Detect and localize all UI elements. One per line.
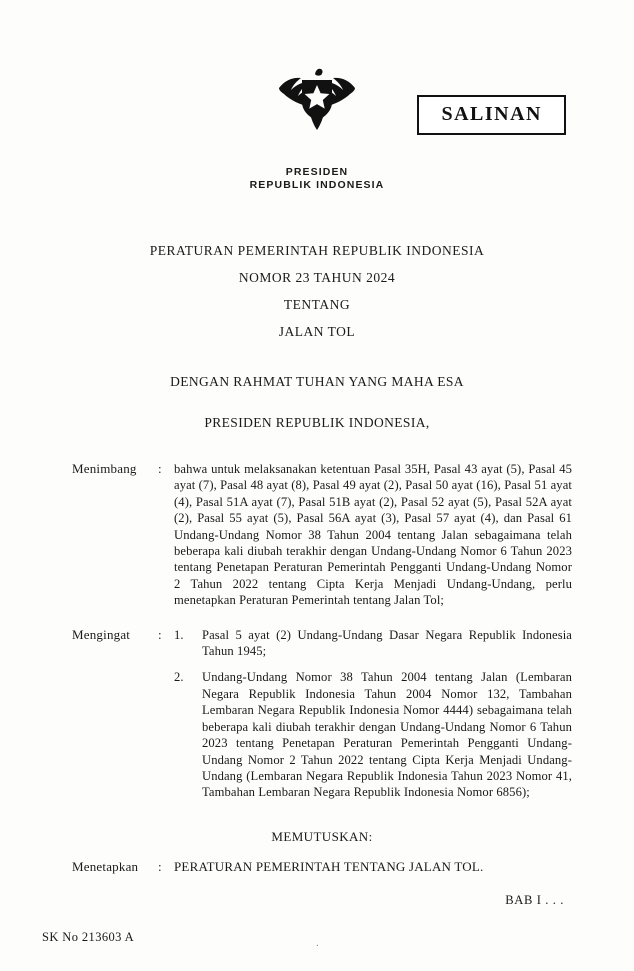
title-line-tentang: TENTANG <box>283 297 351 312</box>
remembering-list-container <box>174 627 572 811</box>
considering-text: bahwa untuk melaksanakan ketentuan Pasal 35H, Pasal 43 ayat (5), Pasal 45 ayat (7), Pasal 48 ayat (8), Pasal 49 ayat (2), Pasal 50 ayat (16), Pasal 51 ayat (4), Pasal 51A ayat (7), Pasal 51B ayat (2), Pasal 52 ayat (5), Pasal 52A ayat (2), Pasal 55 ayat (5), Pasal 56A ayat (3), Pasal 57 ayat (4), dan Pasal 61 Undang-Undang Nomor 38 Tahun 2004 tentang Jalan sebagaimana telah beberapa kali diubah terakhir dengan Undang-Undang Nomor 6 Tahun 2023 tentang Penetapan Peraturan Pemerintah Pengganti Undang-Undang Nomor 2 Tahun 2022 tentang Cipta Kerja Menjadi Undang-Undang, perlu menetapkan Peraturan Pemerintah tentang Jalan Tol; <box>174 462 572 608</box>
page-title <box>0 238 634 344</box>
establishing-colon: : <box>158 858 162 874</box>
salinan-stamp: SALINAN <box>417 95 566 135</box>
remembering-colon: : <box>158 626 162 642</box>
considering-colon: : <box>158 461 162 476</box>
next-section-marker: BAB I . . . <box>505 893 564 908</box>
list-item-number: 1. <box>174 627 184 642</box>
list-item <box>174 669 572 800</box>
considering-clause <box>72 461 572 609</box>
clauses-section <box>0 461 634 875</box>
decides-heading: MEMUTUSKAN: <box>271 828 373 844</box>
remembering-clause <box>72 627 572 811</box>
title-line-number: NOMOR 23 TAHUN 2024 <box>238 270 396 285</box>
remembering-list <box>174 627 572 801</box>
remembering-label: Mengingat <box>72 626 131 642</box>
institution-line-2: REPUBLIK INDONESIA <box>249 179 385 191</box>
considering-label: Menimbang <box>72 461 137 476</box>
title-line-regulation: PERATURAN PEMERINTAH REPUBLIK INDONESIA <box>149 243 485 258</box>
list-item <box>174 627 572 660</box>
list-item-text: Pasal 5 ayat (2) Undang-Undang Dasar Negara Republik Indonesia Tahun 1945; <box>202 627 572 659</box>
list-item-text: Undang-Undang Nomor 38 Tahun 2004 tentang Jalan (Lembaran Negara Republik Indonesia Tahun 2004 Nomor 132, Tambahan Lembaran Negara Republik Indonesia Nomor 4444) sebagaimana telah beberapa kali diubah terakhir dengan Undang-Undang Nomor 6 Tahun 2023 tentang Penetapan Peraturan Pemerintah Pengganti Undang-Undang Nomor 2 Tahun 2022 tentang Cipta Kerja Menjadi Undang-Undang (Lembaran Negara Republik Indonesia Tahun 2023 Nomor 41, Tambahan Lembaran Negara Republik Indonesia Nomor 6856); <box>202 670 572 800</box>
garuda-pancasila-emblem <box>271 58 363 136</box>
footer-document-code: SK No 213603 A <box>42 930 135 944</box>
list-item-number: 2. <box>174 670 184 685</box>
invocation-text: DENGAN RAHMAT TUHAN YANG MAHA ESA <box>170 374 464 389</box>
footer-mark: . <box>316 937 319 949</box>
establishing-label: Menetapkan <box>72 858 139 874</box>
institution-line-1: PRESIDEN <box>285 166 349 178</box>
establishing-text: PERATURAN PEMERINTAH TENTANG JALAN TOL. <box>174 858 484 874</box>
institution-heading <box>0 166 634 192</box>
document-header <box>0 0 634 150</box>
title-line-subject: JALAN TOL <box>278 324 356 339</box>
authority-text: PRESIDEN REPUBLIK INDONESIA, <box>204 415 430 430</box>
establishing-clause <box>72 859 572 875</box>
